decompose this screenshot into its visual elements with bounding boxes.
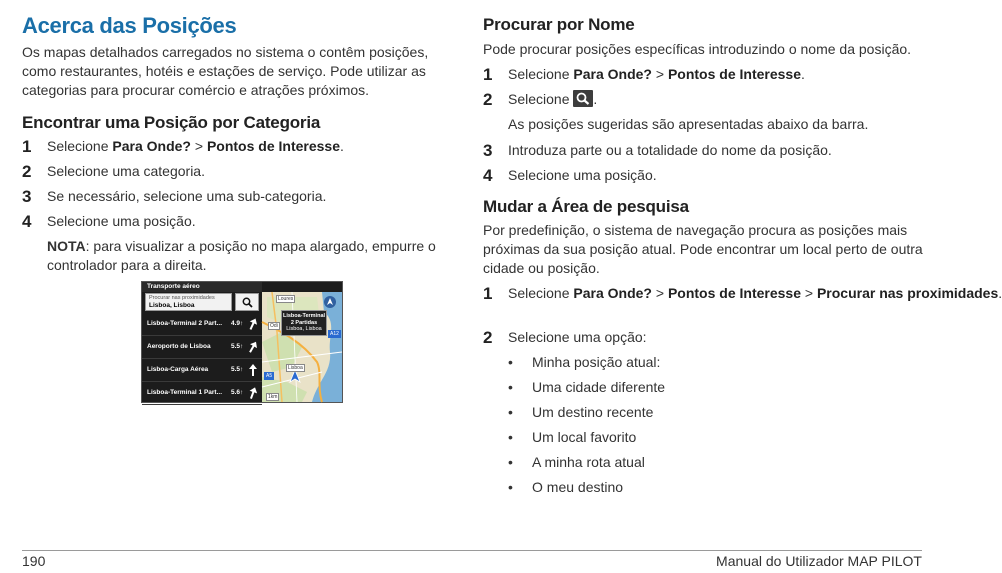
- step-text: Selecione uma opção:: [508, 329, 647, 345]
- direction-arrow-icon: [249, 364, 257, 376]
- search-area-intro: Por predefinição, o sistema de navegação procura as posições mais próximas da sua posição atual. Pode encontrar um local perto de outra cidade ou posição.: [483, 222, 923, 276]
- map-scale-label: 1km: [268, 394, 278, 400]
- step-number: 1: [483, 65, 493, 84]
- note-text: NOTA: para visualizar a posição no mapa alargado, empurre o controlador para a direita.: [47, 238, 436, 273]
- device-header: Transporte aéreo: [142, 282, 262, 292]
- map-popup: [281, 310, 327, 336]
- direction-arrow-icon: [249, 387, 257, 399]
- step-text: Se necessário, selecione uma sub-categoria.: [47, 188, 327, 204]
- step-text: Introduza parte ou a totalidade do nome da posição.: [508, 142, 832, 158]
- device-search-button: [235, 293, 259, 311]
- popup-name: Lisboa-Terminal 2 Partidas: [282, 313, 326, 326]
- step-number: 2: [483, 328, 493, 347]
- result-name: Lisboa-Terminal 2 Part...: [147, 320, 223, 327]
- popup-city: Lisboa, Lisboa: [286, 326, 322, 332]
- result-distance: 5.6↑: [231, 389, 244, 396]
- step-text: Selecione uma posição.: [508, 167, 657, 183]
- step-number: 1: [483, 284, 493, 303]
- search-icon: [573, 90, 593, 107]
- device-result-row: [142, 359, 262, 382]
- name-step-2-note: As posições sugeridas são apresentadas abaixo da barra.: [508, 116, 869, 132]
- map-label-a5: A5: [266, 373, 273, 379]
- name-search-intro: Pode procurar posições específicas introduzindo o nome da posição.: [483, 41, 912, 57]
- step-text: Selecione Para Onde? > Pontos de Interesse.: [508, 66, 805, 82]
- step-text: Selecione Para Onde? > Pontos de Interesse > Procurar nas proximidades.: [508, 285, 1002, 301]
- section-heading-search-area: Mudar a Área de pesquisa: [483, 197, 689, 216]
- result-distance: 5.5↑: [231, 366, 244, 373]
- device-search-location: Lisboa, Lisboa: [149, 302, 195, 309]
- result-name: Aeroporto de Lisboa: [147, 343, 211, 350]
- step-number: 4: [483, 166, 493, 185]
- device-search-placeholder: Procurar nas proximidades: [149, 295, 215, 301]
- manual-title: Manual do Utilizador MAP PILOT: [716, 553, 922, 569]
- map-label-lisboa: Lisboa: [288, 365, 303, 371]
- result-distance: 5.5↑: [231, 343, 244, 350]
- device-search-field: [145, 293, 232, 311]
- section-heading-name-search: Procurar por Nome: [483, 15, 635, 34]
- footer-divider: [22, 550, 922, 551]
- step-number: 3: [483, 141, 493, 160]
- note-label: NOTA: [47, 238, 86, 254]
- device-result-row: [142, 313, 262, 336]
- step-number: 1: [22, 137, 32, 156]
- section-heading-category: Encontrar uma Posição por Categoria: [22, 113, 321, 132]
- direction-arrow-icon: [249, 341, 257, 353]
- step-number: 2: [22, 162, 32, 181]
- step-text: Selecione Para Onde? > Pontos de Interesse.: [47, 138, 344, 154]
- magnifier-icon: [242, 297, 253, 308]
- result-name: Lisboa-Carga Aérea: [147, 366, 209, 373]
- device-result-row: [142, 382, 262, 405]
- step-text: Selecione uma categoria.: [47, 163, 205, 179]
- device-result-row: [142, 336, 262, 359]
- step-number: 4: [22, 212, 32, 231]
- step-text: Selecione uma posição.: [47, 213, 196, 229]
- page-number: 190: [22, 553, 46, 569]
- device-screenshot: [141, 281, 343, 403]
- device-results-list: [142, 313, 262, 405]
- map-graphic: [262, 292, 342, 402]
- map-label-loures: Loures: [278, 296, 294, 302]
- intro-paragraph: Os mapas detalhados carregados no sistema o contêm posições, como restaurantes, hotéis e estações de serviço. Pode utilizar as categorias para procurar comércio e atrações próximos.: [22, 44, 429, 98]
- page-title: Acerca das Posições: [22, 13, 237, 38]
- map-label-odi: Odi: [270, 323, 278, 329]
- area-step-1: [483, 284, 1002, 324]
- map-label-a12: A12: [330, 331, 339, 337]
- step-number: 3: [22, 187, 32, 206]
- result-name: Lisboa-Terminal 1 Part...: [147, 389, 223, 396]
- step-text: Selecione .: [508, 91, 598, 107]
- direction-arrow-icon: [249, 318, 257, 330]
- step-number: 2: [483, 90, 493, 109]
- result-distance: 4.9↑: [231, 320, 244, 327]
- device-map: [262, 292, 342, 402]
